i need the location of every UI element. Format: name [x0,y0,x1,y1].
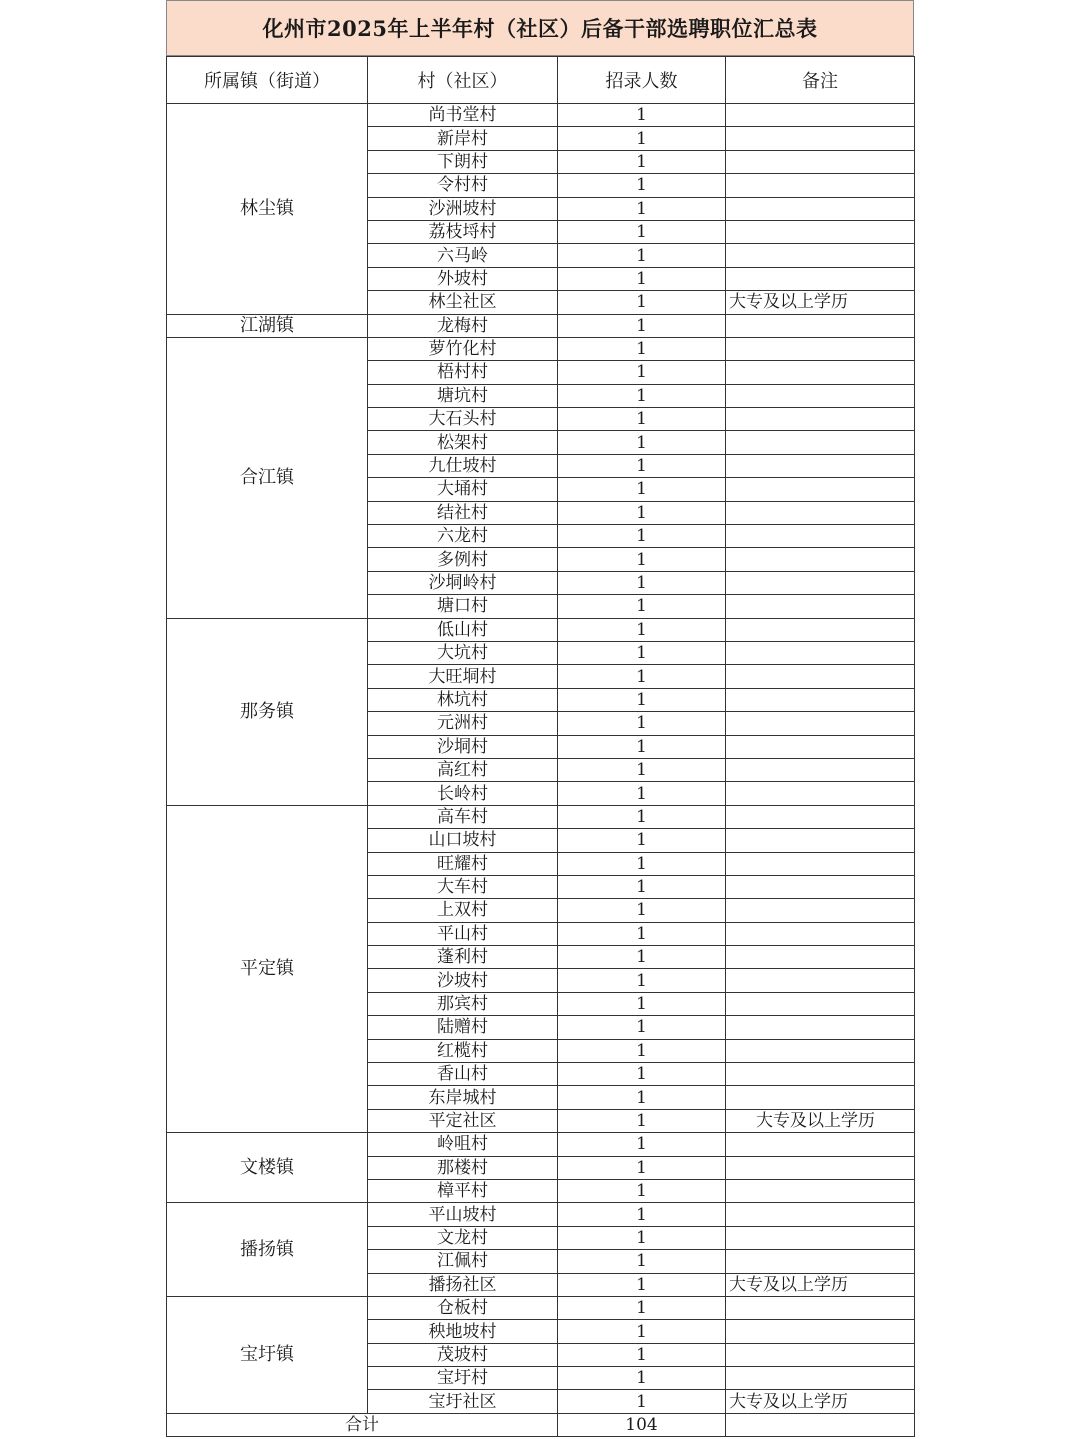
note-cell [726,1086,915,1109]
quota-cell: 1 [558,1016,726,1039]
quota-cell: 1 [558,1203,726,1226]
village-cell: 江佩村 [368,1250,558,1273]
note-cell: 大专及以上学历 [726,291,915,314]
quota-cell: 1 [558,1390,726,1413]
note-cell [726,1039,915,1062]
village-cell: 塘口村 [368,595,558,618]
header-quota: 招录人数 [558,57,726,104]
quota-cell: 1 [558,1296,726,1319]
quota-cell: 1 [558,946,726,969]
village-cell: 岭咀村 [368,1133,558,1156]
note-cell [726,946,915,969]
village-cell: 大石头村 [368,408,558,431]
note-cell: 大专及以上学历 [726,1390,915,1413]
village-cell: 秧地坡村 [368,1320,558,1343]
quota-cell: 1 [558,712,726,735]
village-cell: 陆赠村 [368,1016,558,1039]
village-cell: 高红村 [368,758,558,781]
town-cell: 林尘镇 [167,104,368,315]
note-cell [726,852,915,875]
quota-cell: 1 [558,548,726,571]
quota-cell: 1 [558,1063,726,1086]
village-cell: 多例村 [368,548,558,571]
note-cell [726,1133,915,1156]
note-cell [726,899,915,922]
quota-cell: 1 [558,150,726,173]
quota-cell: 1 [558,992,726,1015]
town-cell: 平定镇 [167,805,368,1132]
table-row [167,337,915,360]
note-cell [726,104,915,127]
village-cell: 茂坡村 [368,1343,558,1366]
village-cell: 下朗村 [368,150,558,173]
quota-cell: 1 [558,1273,726,1296]
quota-cell: 1 [558,197,726,220]
note-cell [726,1320,915,1343]
village-cell: 香山村 [368,1063,558,1086]
town-cell: 那务镇 [167,618,368,805]
note-cell [726,174,915,197]
village-cell: 宝圩村 [368,1367,558,1390]
village-cell: 红榄村 [368,1039,558,1062]
note-cell [726,618,915,641]
quota-cell: 1 [558,408,726,431]
positions-table [166,56,915,1437]
note-cell [726,384,915,407]
quota-cell: 1 [558,899,726,922]
quota-cell: 1 [558,1086,726,1109]
note-cell [726,314,915,337]
quota-cell: 1 [558,1039,726,1062]
note-cell [726,595,915,618]
note-cell [726,665,915,688]
quota-cell: 1 [558,454,726,477]
village-cell: 那楼村 [368,1156,558,1179]
town-cell: 文楼镇 [167,1133,368,1203]
quota-cell: 1 [558,478,726,501]
quota-cell: 1 [558,875,726,898]
quota-cell: 1 [558,501,726,524]
village-cell: 长岭村 [368,782,558,805]
quota-cell: 1 [558,174,726,197]
village-cell: 旺耀村 [368,852,558,875]
quota-cell: 1 [558,525,726,548]
note-cell [726,431,915,454]
table-title: 化州市2025年上半年村（社区）后备干部选聘职位汇总表 [166,0,914,56]
note-cell [726,758,915,781]
quota-cell: 1 [558,641,726,664]
village-cell: 播扬社区 [368,1273,558,1296]
village-cell: 荔枝埒村 [368,220,558,243]
village-cell: 沙坡村 [368,969,558,992]
quota-cell: 1 [558,127,726,150]
quota-cell: 1 [558,361,726,384]
town-cell: 宝圩镇 [167,1296,368,1413]
note-cell [726,712,915,735]
table-row [167,1203,915,1226]
note-cell [726,244,915,267]
village-cell: 元洲村 [368,712,558,735]
village-cell: 蓬利村 [368,946,558,969]
note-cell [726,1203,915,1226]
village-cell: 山口坡村 [368,829,558,852]
note-cell [726,571,915,594]
note-cell [726,969,915,992]
header-note: 备注 [726,57,915,104]
note-cell [726,782,915,805]
note-cell [726,267,915,290]
note-cell [726,922,915,945]
quota-cell: 1 [558,595,726,618]
village-cell: 梧村村 [368,361,558,384]
note-cell [726,501,915,524]
village-cell: 林坑村 [368,688,558,711]
total-label: 合计 [167,1413,558,1436]
village-cell: 新岸村 [368,127,558,150]
table-row [167,1296,915,1319]
village-cell: 塘坑村 [368,384,558,407]
village-cell: 上双村 [368,899,558,922]
village-cell: 龙梅村 [368,314,558,337]
table-body [167,104,915,1437]
quota-cell: 1 [558,852,726,875]
note-cell [726,735,915,758]
quota-cell: 1 [558,1179,726,1202]
village-cell: 尚书堂村 [368,104,558,127]
quota-cell: 1 [558,805,726,828]
village-cell: 低山村 [368,618,558,641]
village-cell: 九仕坡村 [368,454,558,477]
note-cell [726,361,915,384]
quota-cell: 1 [558,665,726,688]
quota-cell: 1 [558,1320,726,1343]
note-cell [726,408,915,431]
quota-cell: 1 [558,431,726,454]
quota-cell: 1 [558,1343,726,1366]
quota-cell: 1 [558,782,726,805]
town-cell: 江湖镇 [167,314,368,337]
note-cell [726,1343,915,1366]
village-cell: 林尘社区 [368,291,558,314]
note-cell: 大专及以上学历 [726,1273,915,1296]
header-row [167,57,915,104]
village-cell: 萝竹化村 [368,337,558,360]
total-row [167,1413,915,1436]
village-cell: 平山坡村 [368,1203,558,1226]
village-cell: 松架村 [368,431,558,454]
note-cell [726,150,915,173]
village-cell: 沙垌村 [368,735,558,758]
note-cell [726,688,915,711]
quota-cell: 1 [558,1250,726,1273]
note-cell [726,197,915,220]
village-cell: 大埇村 [368,478,558,501]
quota-cell: 1 [558,922,726,945]
note-cell [726,1367,915,1390]
village-cell: 大车村 [368,875,558,898]
quota-cell: 1 [558,1156,726,1179]
quota-cell: 1 [558,104,726,127]
table-row [167,805,915,828]
note-cell [726,875,915,898]
quota-cell: 1 [558,1133,726,1156]
village-cell: 大旺垌村 [368,665,558,688]
quota-cell: 1 [558,829,726,852]
quota-cell: 1 [558,735,726,758]
quota-cell: 1 [558,969,726,992]
quota-cell: 1 [558,220,726,243]
note-cell [726,525,915,548]
village-cell: 平山村 [368,922,558,945]
village-cell: 六马岭 [368,244,558,267]
village-cell: 仓板村 [368,1296,558,1319]
quota-cell: 1 [558,291,726,314]
village-cell: 高车村 [368,805,558,828]
quota-cell: 1 [558,571,726,594]
note-cell [726,1156,915,1179]
note-cell [726,478,915,501]
note-cell [726,992,915,1015]
village-cell: 沙洲坡村 [368,197,558,220]
village-cell: 令村村 [368,174,558,197]
quota-cell: 1 [558,314,726,337]
village-cell: 平定社区 [368,1109,558,1132]
village-cell: 文龙村 [368,1226,558,1249]
village-cell: 外坡村 [368,267,558,290]
note-cell [726,1250,915,1273]
quota-cell: 1 [558,337,726,360]
total-note [726,1413,915,1436]
village-cell: 樟平村 [368,1179,558,1202]
village-cell: 大坑村 [368,641,558,664]
note-cell [726,548,915,571]
table-row [167,618,915,641]
total-count: 104 [558,1413,726,1436]
table-row [167,104,915,127]
note-cell [726,805,915,828]
note-cell [726,641,915,664]
note-cell [726,829,915,852]
village-cell: 结社村 [368,501,558,524]
note-cell [726,1296,915,1319]
quota-cell: 1 [558,1109,726,1132]
village-cell: 东岸城村 [368,1086,558,1109]
note-cell [726,1063,915,1086]
village-cell: 那宾村 [368,992,558,1015]
header-town: 所属镇（街道） [167,57,368,104]
note-cell [726,337,915,360]
village-cell: 宝圩社区 [368,1390,558,1413]
note-cell [726,1016,915,1039]
table-row [167,1133,915,1156]
village-cell: 六龙村 [368,525,558,548]
quota-cell: 1 [558,1226,726,1249]
note-cell: 大专及以上学历 [726,1109,915,1132]
quota-cell: 1 [558,618,726,641]
note-cell [726,454,915,477]
table-row [167,314,915,337]
note-cell [726,1179,915,1202]
note-cell [726,1226,915,1249]
quota-cell: 1 [558,244,726,267]
quota-cell: 1 [558,267,726,290]
quota-cell: 1 [558,758,726,781]
note-cell [726,127,915,150]
note-cell [726,220,915,243]
header-village: 村（社区） [368,57,558,104]
quota-cell: 1 [558,1367,726,1390]
village-cell: 沙垌岭村 [368,571,558,594]
town-cell: 播扬镇 [167,1203,368,1297]
town-cell: 合江镇 [167,337,368,618]
quota-cell: 1 [558,384,726,407]
quota-cell: 1 [558,688,726,711]
